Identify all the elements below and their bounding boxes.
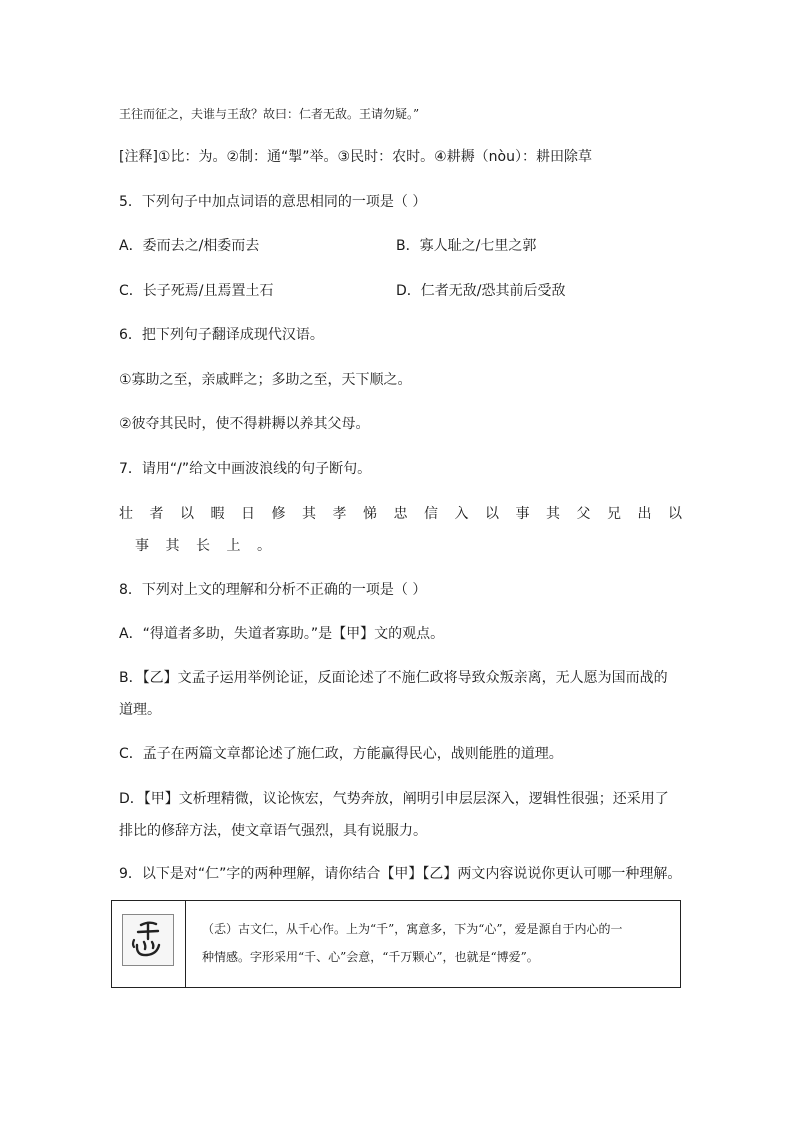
question-6-stem: 6．把下列句子翻译成现代汉语。 xyxy=(119,327,324,343)
question-6-sentence-2: ②彼夺其民时，使不得耕耨以养其父母。 xyxy=(119,416,370,432)
question-6-sentence-1: ①寡助之至，亲戚畔之；多助之至，天下顺之。 xyxy=(119,372,412,388)
question-5-option-d: D．仁者无敌/恐其前后受敌 xyxy=(396,283,566,299)
question-8-option-d-line-2: 排比的修辞方法，使文章语气强烈，具有说服力。 xyxy=(119,823,427,839)
question-7-stem: 7．请用“/”给文中画波浪线的句子断句。 xyxy=(119,461,372,477)
question-8-stem: 8．下列对上文的理解和分析不正确的一项是（ ） xyxy=(119,582,427,598)
question-8-option-c: C．孟子在两篇文章都论述了施仁政，方能赢得民心，战则能胜的道理。 xyxy=(119,746,563,762)
question-8-option-d-line-1: D．【甲】文析理精微，议论恢宏，气势奔放，阐明引申层层深入，逻辑性很强；还采用了 xyxy=(119,791,669,807)
annotation-notes: [注释]①比：为。②制：通“掣”举。③民时：农时。④耕耨（nòu）：耕田除草 xyxy=(119,149,592,165)
glyph-cell xyxy=(112,901,186,987)
passage-tail: 王往而征之，夫谁与王敌？故曰：仁者无敌。王请勿疑。” xyxy=(119,107,420,121)
ren-interpretation-box xyxy=(111,900,681,988)
question-5-option-c: C．长子死焉/且焉置土石 xyxy=(119,283,274,299)
question-8-option-b-line-1: B．【乙】文孟子运用举例论证，反面论述了不施仁政将导致众叛亲离，无人愿为国而战的 xyxy=(119,670,668,686)
question-5-option-b: B．寡人耻之/七里之郭 xyxy=(396,238,537,254)
interpretation-text xyxy=(202,915,672,971)
ancient-character-ren-icon xyxy=(122,914,174,966)
question-7-sentence-line-2: 事其长上。 xyxy=(135,538,288,554)
interpretation-line-2: 种情感。字形采用“千、心”会意，“千万颗心”，也就是“博爱”。 xyxy=(202,950,539,964)
question-5-stem: 5．下列句子中加点词语的意思相同的一项是（ ） xyxy=(119,194,427,210)
question-9-stem: 9．以下是对“仁”字的两种理解，请你结合【甲】【乙】两文内容说说你更认可哪一种理解。 xyxy=(119,866,682,882)
question-7-sentence-line-1: 壮者以暇日修其孝悌忠信入以事其父兄出以 xyxy=(119,506,699,522)
question-8-option-b-line-2: 道理。 xyxy=(119,702,161,718)
interpretation-line-1: （忎）古文仁，从千心作。上为“千”，寓意多，下为“心”，爱是源自于内心的一 xyxy=(202,922,623,936)
question-8-option-a: A．“得道者多助，失道者寡助。”是【甲】文的观点。 xyxy=(119,626,445,642)
question-5-option-a: A．委而去之/相委而去 xyxy=(119,238,260,254)
